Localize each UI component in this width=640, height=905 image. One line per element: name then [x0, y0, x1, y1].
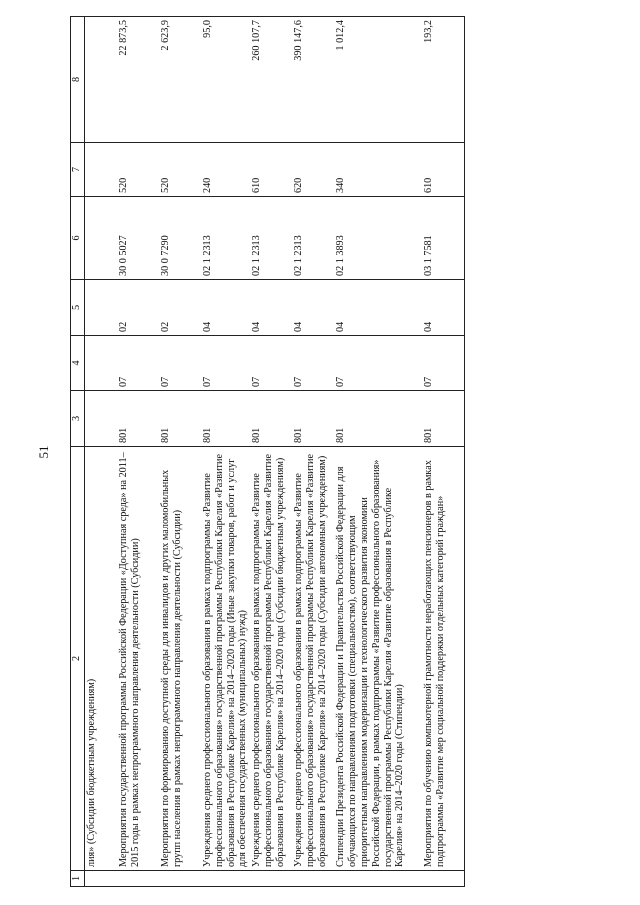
- table-row: [292, 17, 334, 887]
- cell-subsection: 04: [292, 280, 334, 336]
- cell-expense-type: [85, 143, 118, 197]
- cell-section: 07: [250, 336, 292, 391]
- cell-section: 07: [292, 336, 334, 391]
- cell-ministry-code: 801: [334, 391, 422, 447]
- table-row: [159, 17, 201, 887]
- table-row: [117, 17, 159, 887]
- column-header: 7: [71, 143, 85, 197]
- cell-expense-type: 240: [201, 143, 250, 197]
- cell-target-article: 02 1 2313: [201, 197, 250, 280]
- cell-target-article: 02 1 2313: [292, 197, 334, 280]
- item-name: Мероприятия по формированию доступной среды для инвалидов и других маломобильных групп населения в рамках непрограммного направления деятельности (Субсидии): [159, 447, 201, 871]
- cell-amount: 260 107,7: [250, 17, 292, 143]
- row-marker-cell: [85, 871, 118, 887]
- table-row: [422, 17, 465, 887]
- item-name: Мероприятия по обучению компьютерной грамотности неработающих пенсионеров в рамках подпрограммы «Развитие мер социальной поддержки отдельных категорий граждан»: [422, 447, 465, 871]
- cell-subsection: 02: [117, 280, 159, 336]
- cell-subsection: 04: [201, 280, 250, 336]
- item-name: Учреждения среднего профессионального образования в рамках подпрограммы «Развитие профессионального образования» государственной программы Республики Карелия «Развитие образования в Республике Карелия» на 2014–2020 годы (Иные закупки товаров, работ и услуг для обеспечения государственных (муниципальных) нужд): [201, 447, 250, 871]
- cell-section: 07: [201, 336, 250, 391]
- cell-target-article: 30 0 5027: [117, 197, 159, 280]
- cell-amount: [85, 17, 118, 143]
- cell-section: 07: [159, 336, 201, 391]
- row-marker-cell: [334, 871, 422, 887]
- table-row: [334, 17, 422, 887]
- cell-expense-type: 340: [334, 143, 422, 197]
- cell-ministry-code: 801: [117, 391, 159, 447]
- column-header: 5: [71, 280, 85, 336]
- cell-ministry-code: 801: [422, 391, 465, 447]
- cell-target-article: 03 1 7581: [422, 197, 465, 280]
- cell-amount: 22 873,5: [117, 17, 159, 143]
- column-number-row: [71, 17, 85, 887]
- rotated-table-container: [70, 17, 606, 887]
- cell-expense-type: 520: [159, 143, 201, 197]
- column-header: 4: [71, 336, 85, 391]
- budget-table: [70, 16, 465, 887]
- item-name: Учреждения среднего профессионального образования в рамках подпрограммы «Развитие профессионального образования» государственной программы Республики Карелия «Развитие образования в Республике Карелия» на 2014–2020 годы (Субсидии автономным учреждениям): [292, 447, 334, 871]
- cell-amount: 95,0: [201, 17, 250, 143]
- cell-subsection: 04: [250, 280, 292, 336]
- cell-subsection: 02: [159, 280, 201, 336]
- item-name: Мероприятия государственной программы Российской Федерации «Доступная среда» на 2011–2015 годы в рамках непрограммного направления деятельности (Субсидии): [117, 447, 159, 871]
- cell-target-article: 30 0 7290: [159, 197, 201, 280]
- cell-ministry-code: 801: [201, 391, 250, 447]
- row-marker-cell: [201, 871, 250, 887]
- column-header: 3: [71, 391, 85, 447]
- cell-subsection: 04: [334, 280, 422, 336]
- cell-amount: 2 623,9: [159, 17, 201, 143]
- cell-subsection: [85, 280, 118, 336]
- cell-section: 07: [334, 336, 422, 391]
- column-header: 8: [71, 17, 85, 143]
- table-row: [250, 17, 292, 887]
- cell-ministry-code: 801: [292, 391, 334, 447]
- cell-amount: 1 012,4: [334, 17, 422, 143]
- cell-section: [85, 336, 118, 391]
- row-marker-cell: [117, 871, 159, 887]
- page-number: 51: [36, 445, 51, 459]
- cell-ministry-code: [85, 391, 118, 447]
- item-name: лия» (Субсидии бюджетным учреждениям): [85, 447, 118, 871]
- item-name: Учреждения среднего профессионального образования в рамках подпрограммы «Развитие профессионального образования» государственной программы Республики Карелия «Развитие образования в Республике Карелия» на 2014–2020 годы (Субсидии бюджетным учреждениям): [250, 447, 292, 871]
- cell-ministry-code: 801: [250, 391, 292, 447]
- cell-target-article: 02 1 2313: [250, 197, 292, 280]
- item-name: Стипендии Президента Российской Федерации и Правительства Российской Федерации для обучающихся по направлениям подготовки (специальностям), соответствующим приоритетным направлениям модернизации и технологического развития экономики Российской Федерации, в рамках подпрограммы «Развитие профессионального образования» государственной программы Республики Карелия «Развитие образования в Республике Карелия» на 2014–2020 годы (Стипендии): [334, 447, 422, 871]
- cell-expense-type: 620: [292, 143, 334, 197]
- row-marker-cell: [422, 871, 465, 887]
- column-header: 2: [71, 447, 85, 871]
- cell-expense-type: 520: [117, 143, 159, 197]
- cell-ministry-code: 801: [159, 391, 201, 447]
- cell-amount: 390 147,6: [292, 17, 334, 143]
- cell-expense-type: 610: [422, 143, 465, 197]
- cell-target-article: 02 1 3893: [334, 197, 422, 280]
- row-marker-cell: [292, 871, 334, 887]
- cell-section: 07: [422, 336, 465, 391]
- table-row: [201, 17, 250, 887]
- table-row: [85, 17, 118, 887]
- column-header: 6: [71, 197, 85, 280]
- cell-subsection: 04: [422, 280, 465, 336]
- cell-target-article: [85, 197, 118, 280]
- row-marker-cell: [159, 871, 201, 887]
- column-header: 1: [71, 871, 85, 887]
- cell-section: 07: [117, 336, 159, 391]
- row-marker-cell: [250, 871, 292, 887]
- cell-expense-type: 610: [250, 143, 292, 197]
- cell-amount: 193,2: [422, 17, 465, 143]
